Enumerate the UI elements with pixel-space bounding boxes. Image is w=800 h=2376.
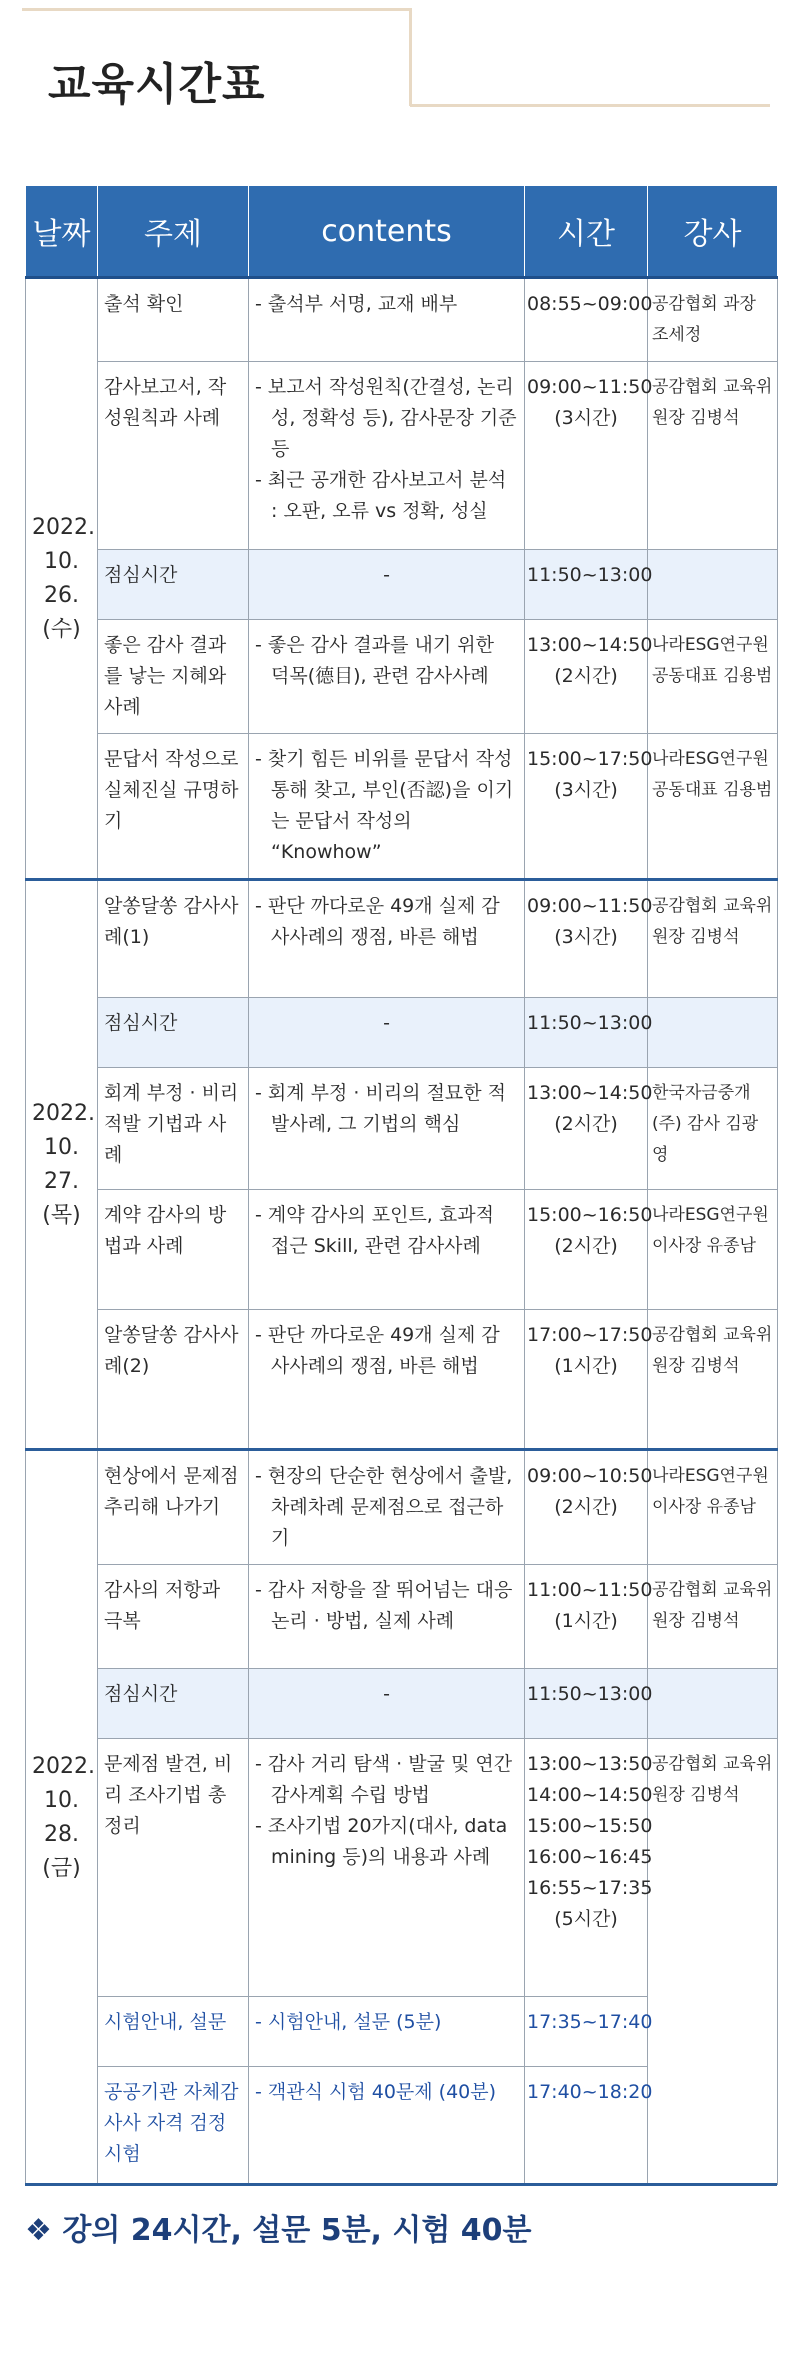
table-row: [26, 1565, 778, 1669]
table-row: [26, 362, 778, 550]
contents-cell: - 계약 감사의 포인트, 효과적 접근 Skill, 관련 감사사례: [249, 1190, 525, 1310]
table-row: [26, 550, 778, 620]
time-cell: 11:50~13:00: [525, 998, 648, 1068]
contents-cell: - 판단 까다로운 49개 실제 감사사례의 쟁점, 바른 해법: [249, 880, 525, 998]
table-row: [26, 1190, 778, 1310]
time-cell: 13:00~13:50 14:00~14:50 15:00~15:50 16:00~16:45 16:55~17:35 (5시간): [525, 1739, 648, 1997]
time-cell: 17:40~18:20: [525, 2067, 648, 2185]
instructor-cell: [648, 998, 778, 1068]
time-cell: 17:00~17:50 (1시간): [525, 1310, 648, 1450]
table-row: [26, 1739, 778, 1997]
instructor-cell: 나라ESG연구원 공동대표 김용범: [648, 734, 778, 880]
topic-cell: 알쏭달쏭 감사사례(1): [98, 880, 249, 998]
topic-cell: 문제점 발견, 비리 조사기법 총정리: [98, 1739, 249, 1997]
contents-cell: - 판단 까다로운 49개 실제 감사사례의 쟁점, 바른 해법: [249, 1310, 525, 1450]
instructor-cell: [648, 550, 778, 620]
day-2-date: 2022. 10. 27. (목): [26, 880, 98, 1450]
topic-cell: 문답서 작성으로 실체진실 규명하기: [98, 734, 249, 880]
table-row: [26, 278, 778, 362]
contents-cell: - 보고서 작성원칙(간결성, 논리성, 정확성 등), 감사문장 기준 등 - 최근 공개한 감사보고서 분석 : 오판, 오류 vs 정확, 성실: [249, 362, 525, 550]
time-cell: 15:00~16:50 (2시간): [525, 1190, 648, 1310]
table-row: [26, 1450, 778, 1565]
time-cell: 13:00~14:50 (2시간): [525, 1068, 648, 1190]
instructor-cell: 공감협회 교육위원장 김병석: [648, 1310, 778, 1450]
topic-cell: 회계 부정 · 비리 적발 기법과 사례: [98, 1068, 249, 1190]
table-row: [26, 1310, 778, 1450]
page-title: 교육시간표: [48, 59, 266, 110]
contents-cell: - 현장의 단순한 현상에서 출발, 차례차례 문제점으로 접근하기: [249, 1450, 525, 1565]
table-bottom-border: [25, 2183, 777, 2186]
topic-cell: 점심시간: [98, 998, 249, 1068]
instructor-cell: 나라ESG연구원 이사장 유종남: [648, 1450, 778, 1565]
contents-cell: - 감사 거리 탐색 · 발굴 및 연간 감사계획 수립 방법 - 조사기법 20가지(대사, data mining 등)의 내용과 사례: [249, 1739, 525, 1997]
topic-cell: 출석 확인: [98, 278, 249, 362]
contents-cell: -: [249, 550, 525, 620]
contents-cell: - 좋은 감사 결과를 내기 위한 덕목(德目), 관련 감사사례: [249, 620, 525, 734]
table-row: [26, 1669, 778, 1739]
time-cell: 09:00~11:50 (3시간): [525, 880, 648, 998]
topic-cell: 감사의 저항과 극복: [98, 1565, 249, 1669]
contents-cell: - 회계 부정 · 비리의 절묘한 적발사례, 그 기법의 핵심: [249, 1068, 525, 1190]
footer-note: ❖ 강의 24시간, 설문 5분, 시험 40분: [25, 2213, 532, 2248]
instructor-cell: 한국자금중개(주) 감사 김광영: [648, 1068, 778, 1190]
title-underline: [410, 104, 770, 107]
contents-cell: -: [249, 998, 525, 1068]
time-cell: 11:50~13:00: [525, 550, 648, 620]
topic-cell: 공공기관 자체감사사 자격 검정시험: [98, 2067, 249, 2185]
contents-cell: - 시험안내, 설문 (5분): [249, 1997, 525, 2067]
instructor-cell: 공감협회 교육위원장 김병석: [648, 1565, 778, 1669]
time-cell: 09:00~11:50 (3시간): [525, 362, 648, 550]
time-cell: 13:00~14:50 (2시간): [525, 620, 648, 734]
topic-cell: 현상에서 문제점 추리해 나가기: [98, 1450, 249, 1565]
topic-cell: 좋은 감사 결과를 낳는 지혜와 사례: [98, 620, 249, 734]
table-row: [26, 734, 778, 880]
table-row: [26, 880, 778, 998]
contents-cell: - 감사 저항을 잘 뛰어넘는 대응 논리 · 방법, 실제 사례: [249, 1565, 525, 1669]
topic-cell: 시험안내, 설문: [98, 1997, 249, 2067]
contents-cell: - 객관식 시험 40문제 (40분): [249, 2067, 525, 2185]
topic-cell: 알쏭달쏭 감사사례(2): [98, 1310, 249, 1450]
table-row: [26, 620, 778, 734]
day-3-date: 2022. 10. 28. (금): [26, 1450, 98, 2185]
table-row: [26, 1068, 778, 1190]
time-cell: 09:00~10:50 (2시간): [525, 1450, 648, 1565]
instructor-cell: 나라ESG연구원 이사장 유종남: [648, 1190, 778, 1310]
instructor-cell: [648, 1669, 778, 1739]
instructor-cell: 공감협회 교육위원장 김병석: [648, 880, 778, 998]
topic-cell: 감사보고서, 작성원칙과 사례: [98, 362, 249, 550]
contents-cell: - 찾기 힘든 비위를 문답서 작성 통해 찾고, 부인(否認)을 이기는 문답서 작성의 “Knowhow”: [249, 734, 525, 880]
header-time: 시간: [525, 186, 648, 278]
header-date: 날짜: [26, 186, 98, 278]
topic-cell: 점심시간: [98, 550, 249, 620]
contents-cell: - 출석부 서명, 교재 배부: [249, 278, 525, 362]
header-instructor: 강사: [648, 186, 778, 278]
instructor-cell: 공감협회 교육위원장 김병석: [648, 362, 778, 550]
header-contents: contents: [249, 186, 525, 278]
header-row: [26, 186, 778, 278]
contents-cell: -: [249, 1669, 525, 1739]
table-row: [26, 998, 778, 1068]
header-topic: 주제: [98, 186, 249, 278]
time-cell: 11:00~11:50 (1시간): [525, 1565, 648, 1669]
time-cell: 17:35~17:40: [525, 1997, 648, 2067]
schedule-table: [25, 185, 778, 2185]
instructor-cell: 공감협회 과장 조세정: [648, 278, 778, 362]
topic-cell: 점심시간: [98, 1669, 249, 1739]
time-cell: 15:00~17:50 (3시간): [525, 734, 648, 880]
instructor-cell: 공감협회 교육위원장 김병석: [648, 1739, 778, 2185]
time-cell: 08:55~09:00: [525, 278, 648, 362]
topic-cell: 계약 감사의 방법과 사례: [98, 1190, 249, 1310]
instructor-cell: 나라ESG연구원 공동대표 김용범: [648, 620, 778, 734]
day-1-date: 2022. 10. 26. (수): [26, 278, 98, 880]
time-cell: 11:50~13:00: [525, 1669, 648, 1739]
